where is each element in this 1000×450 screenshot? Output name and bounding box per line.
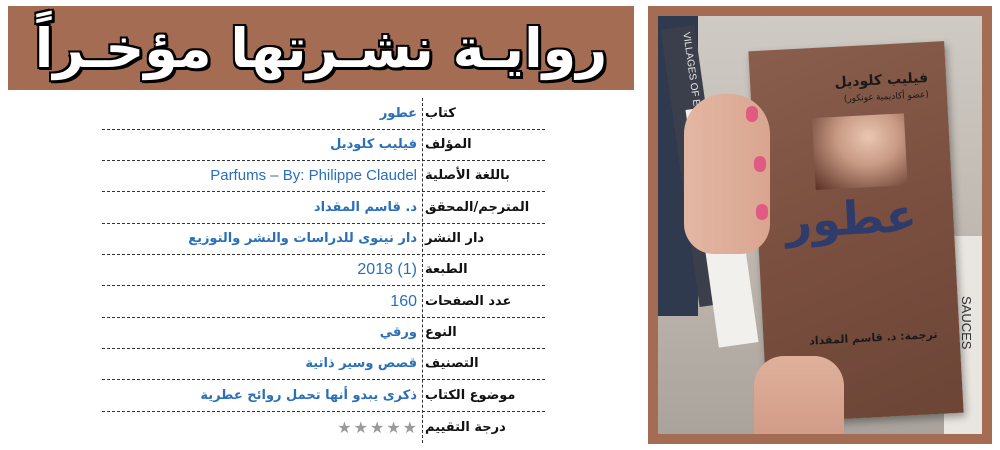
row-value: عطور: [379, 106, 417, 121]
spine-title: SAUCES: [959, 296, 974, 350]
row-label: باللغة الأصلية: [425, 168, 510, 183]
star-icon: ★: [337, 417, 352, 437]
table-row: [102, 317, 545, 349]
table-row: [102, 411, 545, 443]
cover-portrait: [812, 113, 908, 190]
table-row: [102, 380, 545, 412]
hand: [684, 94, 770, 254]
row-label: التصنيف: [425, 356, 479, 371]
row-value: 160: [390, 292, 417, 310]
book-author: فيليب كلوديل: [834, 70, 929, 91]
row-label: عدد الصفحات: [425, 294, 512, 309]
book-photo-frame: [648, 6, 992, 444]
row-label: الطبعة: [425, 262, 468, 277]
book-info-table: [102, 98, 545, 443]
star-icon: ★: [402, 417, 417, 437]
table-row: [102, 98, 545, 130]
rating-stars: [337, 418, 417, 437]
table-row: [102, 348, 545, 380]
header-banner: [8, 6, 634, 90]
row-label: درجة التقييم: [425, 419, 506, 435]
row-label: المؤلف: [425, 137, 472, 152]
spine-title: VILLAGES OF E: [680, 31, 702, 107]
row-value: (1) 2018: [357, 260, 417, 278]
row-label: موضوع الكتاب: [425, 388, 516, 403]
banner-title: روايـة نشـرتها مؤخـراً: [34, 16, 608, 80]
table-row: [102, 192, 545, 224]
book-title: عطور: [783, 187, 919, 249]
star-icon: ★: [353, 417, 368, 437]
nail: [746, 106, 758, 122]
row-value: فيليب كلوديل: [330, 137, 417, 152]
table-row: [102, 223, 545, 255]
row-value: قصص وسير ذاتية: [305, 356, 417, 371]
row-label: النوع: [425, 325, 457, 340]
table-row: [102, 254, 545, 286]
row-value: Parfums – By: Philippe Claudel: [210, 167, 417, 184]
nail: [754, 156, 766, 172]
row-value: د. قاسم المقداد: [313, 200, 417, 215]
table-row: [102, 286, 545, 318]
row-label: كتاب: [425, 106, 456, 121]
star-icon: ★: [369, 417, 385, 437]
book-photo: [658, 16, 982, 434]
table-row: [102, 160, 545, 192]
book-translator: ترجمة: د. قاسم المقداد: [808, 327, 938, 348]
row-value: دار نينوى للدراسات والنشر والتوزيع: [188, 231, 417, 246]
arm: [754, 356, 844, 434]
row-label: دار النشر: [425, 231, 485, 246]
nail: [756, 204, 768, 220]
row-value: ذكرى يبدو أنها تحمل روائح عطرية: [200, 388, 417, 403]
row-value: ورقي: [379, 325, 417, 340]
row-label: المترجم/المحقق: [425, 200, 530, 215]
book-author-sub: (عضو أكاديمية غونكور): [843, 90, 930, 105]
table-row: [102, 129, 545, 161]
rating-value: [103, 411, 423, 443]
star-icon: ★: [386, 417, 401, 437]
